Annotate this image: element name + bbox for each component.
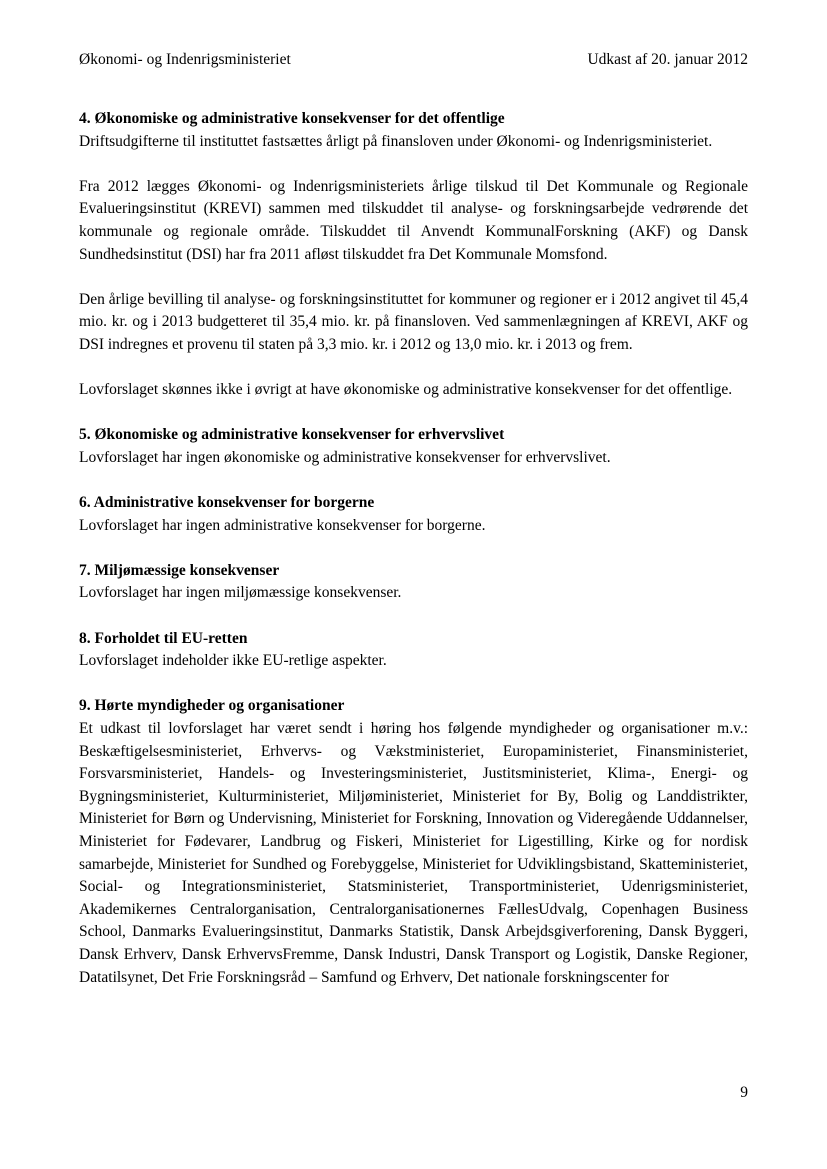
section-8 xyxy=(79,628,748,673)
section-6 xyxy=(79,492,748,537)
header-ministry: Økonomi- og Indenrigsministeriet xyxy=(79,51,291,68)
header-draft-date: Udkast af 20. januar 2012 xyxy=(587,51,748,68)
section-heading: 5. Økonomiske og administrative konsekvenser for erhvervslivet xyxy=(79,426,505,444)
section-heading: 7. Miljømæssige konsekvenser xyxy=(79,561,280,579)
paragraph: Et udkast til lovforslaget har været sendt i høring hos følgende myndigheder og organisationer m.v.: Beskæftigelsesministeriet, Erhvervs- og Vækstministeriet, Europaministeriet, Finansministeriet, Forsvarsministeriet, Handels- og Investeringsministeriet, Justitsministeriet, Klima-, Energi- og Bygningsministeriet, Kulturministeriet, Miljøministeriet, Ministeriet for By, Bolig og Landdistrikter, Ministeriet for Børn og Undervisning, Ministeriet for Forskning, Innovation og Videregående Uddannelser, Ministeriet for Fødevarer, Landbrug og Fiskeri, Ministeriet for Ligestilling, Kirke og for nordisk samarbejde, Ministeriet for Sundhed og Forebyggelse, Ministeriet for Udviklingsbistand, Skatteministeriet, Social- og Integrationsministeriet, Statsministeriet, Transportministeriet, Udenrigsministeriet, Akademikernes Centralorganisation, Centralorganisationernes FællesUdvalg, Copenhagen Business School, Danmarks Evalueringsinstitut, Danmarks Statistik, Dansk Arbejdsgiverforening, Dansk Byggeri, Dansk Erhverv, Dansk ErhvervsFremme, Dansk Industri, Dansk Transport og Logistik, Danske Regioner, Datatilsynet, Det Frie Forskningsråd – Samfund og Erhverv, Det nationale forskningscenter for xyxy=(79,720,748,986)
section-heading: 6. Administrative konsekvenser for borgerne xyxy=(79,494,375,512)
section-heading: 4. Økonomiske og administrative konsekvenser for det offentlige xyxy=(79,110,505,127)
paragraph: Lovforslaget skønnes ikke i øvrigt at have økonomiske og administrative konsekvenser for det offentlige. xyxy=(79,381,733,399)
section-9 xyxy=(79,695,748,989)
section-7 xyxy=(79,560,748,605)
paragraph: Driftsudgifterne til instituttet fastsættes årligt på finansloven under Økonomi- og Indenrigsministeriet. xyxy=(79,132,713,150)
paragraph: Lovforslaget har ingen miljømæssige konsekvenser. xyxy=(79,584,402,602)
paragraph: Lovforslaget indeholder ikke EU-retlige aspekter. xyxy=(79,652,387,670)
page-number: 9 xyxy=(740,1084,748,1101)
paragraph: Lovforslaget har ingen økonomiske og administrative konsekvenser for erhvervslivet. xyxy=(79,448,611,466)
paragraph: Fra 2012 lægges Økonomi- og Indenrigsministeriets årlige tilskud til Det Kommunale og Regionale Evalueringsinstitut (KREVI) sammen med tilskuddet til analyse- og forskningsarbejde vedrørende det kommunale og regionale område. Tilskuddet til Anvendt KommunalForskning (AKF) og Dansk Sundhedsinstitut (DSI) har fra 2011 afløst tilskuddet fra Det Kommunale Momsfond. xyxy=(79,177,748,263)
section-4 xyxy=(79,108,748,402)
section-heading: 8. Forholdet til EU-retten xyxy=(79,629,248,647)
section-heading: 9. Hørte myndigheder og organisationer xyxy=(79,697,345,715)
document-page xyxy=(79,0,748,1169)
paragraph: Lovforslaget har ingen administrative konsekvenser for borgerne. xyxy=(79,516,486,534)
document-body xyxy=(79,108,748,989)
paragraph: Den årlige bevilling til analyse- og forskningsinstituttet for kommuner og regioner er i 2012 angivet til 45,4 mio. kr. og i 2013 budgetteret til 35,4 mio. kr. på finansloven. Ved sammenlægningen af KREVI, AKF og DSI indregnes et provenu til staten på 3,3 mio. kr. i 2012 og 13,0 mio. kr. i 2013 og frem. xyxy=(79,290,748,353)
section-5 xyxy=(79,424,748,469)
